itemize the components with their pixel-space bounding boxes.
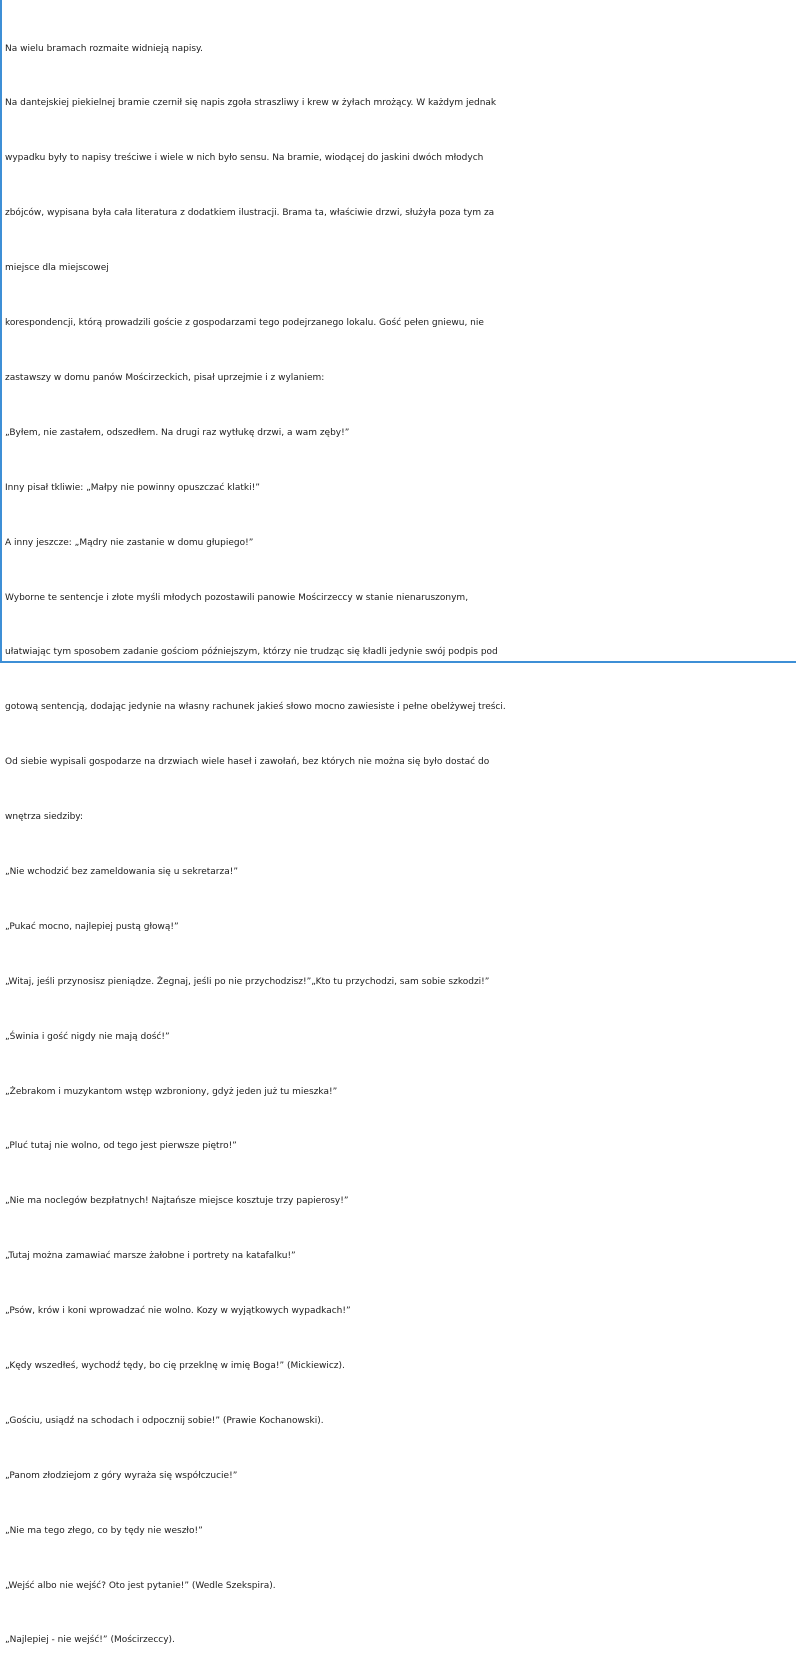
text-line: Na dantejskiej piekielnej bramie czernił się napis zgoła straszliwy i krew w żyłach mrożący. W każdym jednak <box>5 98 497 109</box>
text-line: „Świnia i gość nigdy nie mają dość!” <box>5 1031 170 1042</box>
text-line: miejsce dla miejscowej <box>5 263 109 274</box>
text-line: ułatwiając tym sposobem zadanie gościom późniejszym, którzy nie trudząc się kładli jedynie swój podpis pod <box>5 647 498 658</box>
text-line: zbójców, wypisana była cała literatura z dodatkiem ilustracji. Brama ta, właściwie drzwi, służyła poza tym za <box>5 208 495 219</box>
text-line: „Gościu, usiądź na schodach i odpocznij sobie!” (Prawie Kochanowski). <box>5 1415 324 1426</box>
text-line: korespondencji, którą prowadzili goście z gospodarzami tego podejrzanego lokalu. Gość pełen gniewu, nie <box>5 318 484 329</box>
text-line: „Panom złodziejom z góry wyraża się współczucie!” <box>5 1470 238 1481</box>
text-line: A inny jeszcze: „Mądry nie zastanie w domu głupiego!” <box>5 537 254 548</box>
text-line: „Psów, krów i koni wprowadzać nie wolno. Kozy w wyjątkowych wypadkach!” <box>5 1306 351 1317</box>
text-line: „Kędy wszedłeś, wychodź tędy, bo cię przeklnę w imię Boga!” (Mickiewicz). <box>5 1360 345 1371</box>
text-line: „Wejść albo nie wejść? Oto jest pytanie!” (Wedle Szekspira). <box>5 1580 276 1591</box>
text-line: „Pukać mocno, najlepiej pustą głową!” <box>5 921 179 932</box>
text-line: zastawszy w domu panów Mościrzeckich, pisał uprzejmie i z wylaniem: <box>5 372 325 383</box>
text-line: „Nie ma tego złego, co by tędy nie weszło!” <box>5 1525 203 1536</box>
text-line: wypadku były to napisy treściwe i wiele w nich było sensu. Na bramie, wiodącej do jaskini dwóch młodych <box>5 153 484 164</box>
text-line: Inny pisał tkliwie: „Małpy nie powinny opuszczać klatki!” <box>5 482 260 493</box>
text-line: „Żebrakom i muzykantom wstęp wzbroniony, gdyż jeden już tu mieszka!” <box>5 1086 338 1097</box>
text-line: wnętrza siedziby: <box>5 812 84 823</box>
text-line: „Byłem, nie zastałem, odszedłem. Na drugi raz wytłukę drzwi, a wam zęby!” <box>5 427 350 438</box>
text-line: Na wielu bramach rozmaite widnieją napisy. <box>5 43 203 54</box>
text-line: gotową sentencją, dodając jedynie na własny rachunek jakieś słowo mocno zawiesiste i pełne obelżywej treści. <box>5 702 506 713</box>
text-line: „Tutaj można zamawiać marsze żałobne i portrety na katafalku!” <box>5 1251 296 1262</box>
text-line: „Nie ma noclegów bezpłatnych! Najtańsze miejsce kosztuje trzy papierosy!” <box>5 1196 349 1207</box>
document-body <box>5 3 797 1668</box>
text-line: „Pluć tutaj nie wolno, od tego jest pierwsze piętro!” <box>5 1141 237 1152</box>
text-line: Wyborne te sentencje i złote myśli młodych pozostawili panowie Mościrzeccy w stanie nienaruszonym, <box>5 592 469 603</box>
text-line: „Witaj, jeśli przynosisz pieniądze. Żegnaj, jeśli po nie przychodzisz!”„Kto tu przychodzi, sam sobie szkodzi!” <box>5 976 490 987</box>
text-line: „Najlepiej - nie wejść!” (Mościrzeccy). <box>5 1635 175 1646</box>
text-line: „Nie wchodzić bez zameldowania się u sekretarza!” <box>5 866 238 877</box>
text-line: Od siebie wypisali gospodarze na drzwiach wiele haseł i zawołań, bez których nie można się było dostać do <box>5 757 490 768</box>
